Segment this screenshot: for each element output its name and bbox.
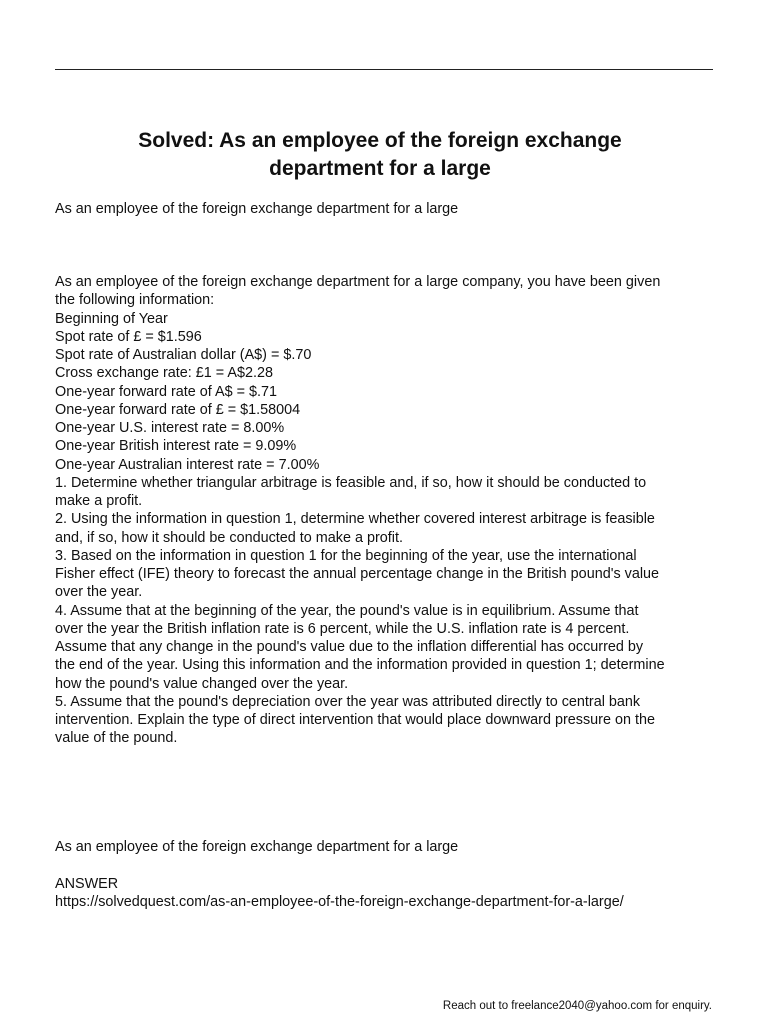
question-body <box>55 273 715 748</box>
body-line: and, if so, how it should be conducted to make a profit. <box>55 529 403 546</box>
body-line: over the year. <box>55 584 143 601</box>
body-line: Cross exchange rate: £1 = A$2.28 <box>55 365 274 382</box>
body-line: the end of the year. Using this information and the information provided in question 1; determine <box>55 657 665 674</box>
body-line: Fisher effect (IFE) theory to forecast the annual percentage change in the British pound's value <box>55 566 660 582</box>
body-line: 4. Assume that at the beginning of the year, the pound's value is in equilibrium. Assume that <box>55 602 639 619</box>
body-line: value of the pound. <box>55 730 178 747</box>
body-line: 2. Using the information in question 1, determine whether covered interest arbitrage is feasible <box>55 511 655 528</box>
title-line-2: department for a large <box>269 157 491 180</box>
body-line: the following information: <box>55 292 215 309</box>
body-line: One-year British interest rate = 9.09% <box>55 438 297 455</box>
title-line-1: Solved: As an employee of the foreign exchange <box>138 129 622 152</box>
body-line: One-year forward rate of A$ = $.71 <box>55 383 277 400</box>
body-line: One-year Australian interest rate = 7.00% <box>55 456 320 473</box>
body-line: Assume that any change in the pound's value due to the inflation differential has occurred by <box>55 639 644 655</box>
footer-contact: Reach out to freelance2040@yahoo.com for enquiry. <box>442 1000 712 1012</box>
body-line: 5. Assume that the pound's depreciation over the year was attributed directly to central bank <box>55 693 641 710</box>
page-title <box>55 127 705 183</box>
answer-link[interactable]: https://solvedquest.com/as-an-employee-of-the-foreign-exchange-department-for-a-large/ <box>55 894 624 910</box>
body-line: Beginning of Year <box>55 310 168 327</box>
summary-line: As an employee of the foreign exchange department for a large <box>55 839 459 855</box>
body-line: make a profit. <box>55 493 143 509</box>
body-line: how the pound's value changed over the year. <box>55 675 349 692</box>
body-line: Spot rate of Australian dollar (A$) = $.70 <box>55 347 312 363</box>
top-divider <box>55 69 713 70</box>
body-line: 3. Based on the information in question 1 for the beginning of the year, use the international <box>55 547 637 564</box>
body-line: 1. Determine whether triangular arbitrage is feasible and, if so, how it should be conducted to <box>55 474 647 491</box>
body-line: over the year the British inflation rate is 6 percent, while the U.S. inflation rate is 4 percent. <box>55 620 630 637</box>
body-line: intervention. Explain the type of direct intervention that would place downward pressure on the <box>55 712 655 728</box>
answer-label: ANSWER <box>55 876 119 892</box>
subtitle: As an employee of the foreign exchange department for a large <box>55 201 459 217</box>
body-line: As an employee of the foreign exchange department for a large company, you have been given <box>55 274 661 290</box>
body-line: One-year forward rate of £ = $1.58004 <box>55 401 301 418</box>
body-line: One-year U.S. interest rate = 8.00% <box>55 420 285 436</box>
body-line: Spot rate of £ = $1.596 <box>55 328 202 345</box>
